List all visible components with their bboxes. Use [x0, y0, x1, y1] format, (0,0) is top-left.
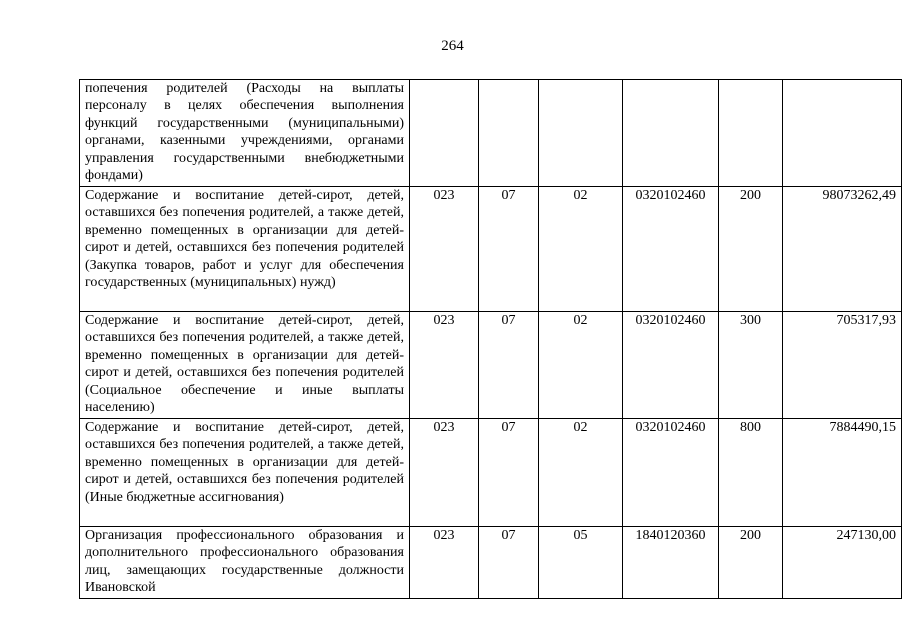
amount-cell: 98073262,49 — [783, 187, 902, 312]
budget-table — [79, 79, 902, 599]
row-description: Организация профессионального образования и дополнительного профессионального образования лиц, замещающих государственные должности Ивановской — [80, 527, 410, 599]
amount-cell: 705317,93 — [783, 312, 902, 419]
target-article-cell — [623, 80, 719, 187]
amount-cell: 7884490,15 — [783, 419, 902, 527]
expense-type-cell — [719, 80, 783, 187]
subsection-code-cell — [539, 80, 623, 187]
row-description: Содержание и воспитание детей-сирот, детей, оставшихся без попечения родителей, а также детей, временно помещенных в организации для детей-сирот и детей, оставшихся без попечения родителей (Закупка товаров, работ и услуг для обеспечения государственных (муниципальных) нужд) — [80, 187, 410, 312]
amount-cell: 247130,00 — [783, 527, 902, 599]
target-article-cell: 1840120360 — [623, 527, 719, 599]
table-row — [80, 312, 902, 419]
ministry-code-cell: 023 — [410, 187, 479, 312]
page-number: 264 — [441, 38, 464, 54]
target-article-cell: 0320102460 — [623, 312, 719, 419]
expense-type-cell: 200 — [719, 527, 783, 599]
subsection-code-cell: 02 — [539, 312, 623, 419]
section-code-cell: 07 — [479, 187, 539, 312]
expense-type-cell: 300 — [719, 312, 783, 419]
row-description: попечения родителей (Расходы на выплаты персоналу в целях обеспечения выполнения функций государственными (муниципальными) органами, казенными учреждениями, органами управления государственными внебюджетными фондами) — [80, 80, 410, 187]
ministry-code-cell: 023 — [410, 419, 479, 527]
ministry-code-cell: 023 — [410, 527, 479, 599]
subsection-code-cell: 02 — [539, 419, 623, 527]
row-description: Содержание и воспитание детей-сирот, детей, оставшихся без попечения родителей, а также детей, временно помещенных в организации для детей-сирот и детей, оставшихся без попечения родителей (Иные бюджетные ассигнования) — [80, 419, 410, 527]
table-row — [80, 419, 902, 527]
table-row — [80, 80, 902, 187]
section-code-cell — [479, 80, 539, 187]
subsection-code-cell: 05 — [539, 527, 623, 599]
subsection-code-cell: 02 — [539, 187, 623, 312]
ministry-code-cell: 023 — [410, 312, 479, 419]
ministry-code-cell — [410, 80, 479, 187]
table-row — [80, 187, 902, 312]
expense-type-cell: 200 — [719, 187, 783, 312]
amount-cell — [783, 80, 902, 187]
expense-type-cell: 800 — [719, 419, 783, 527]
section-code-cell: 07 — [479, 419, 539, 527]
section-code-cell: 07 — [479, 312, 539, 419]
target-article-cell: 0320102460 — [623, 187, 719, 312]
section-code-cell: 07 — [479, 527, 539, 599]
table-row — [80, 527, 902, 599]
row-description: Содержание и воспитание детей-сирот, детей, оставшихся без попечения родителей, а также детей, временно помещенных в организации для детей-сирот и детей, оставшихся без попечения родителей (Социальное обеспечение и иные выплаты населению) — [80, 312, 410, 419]
target-article-cell: 0320102460 — [623, 419, 719, 527]
